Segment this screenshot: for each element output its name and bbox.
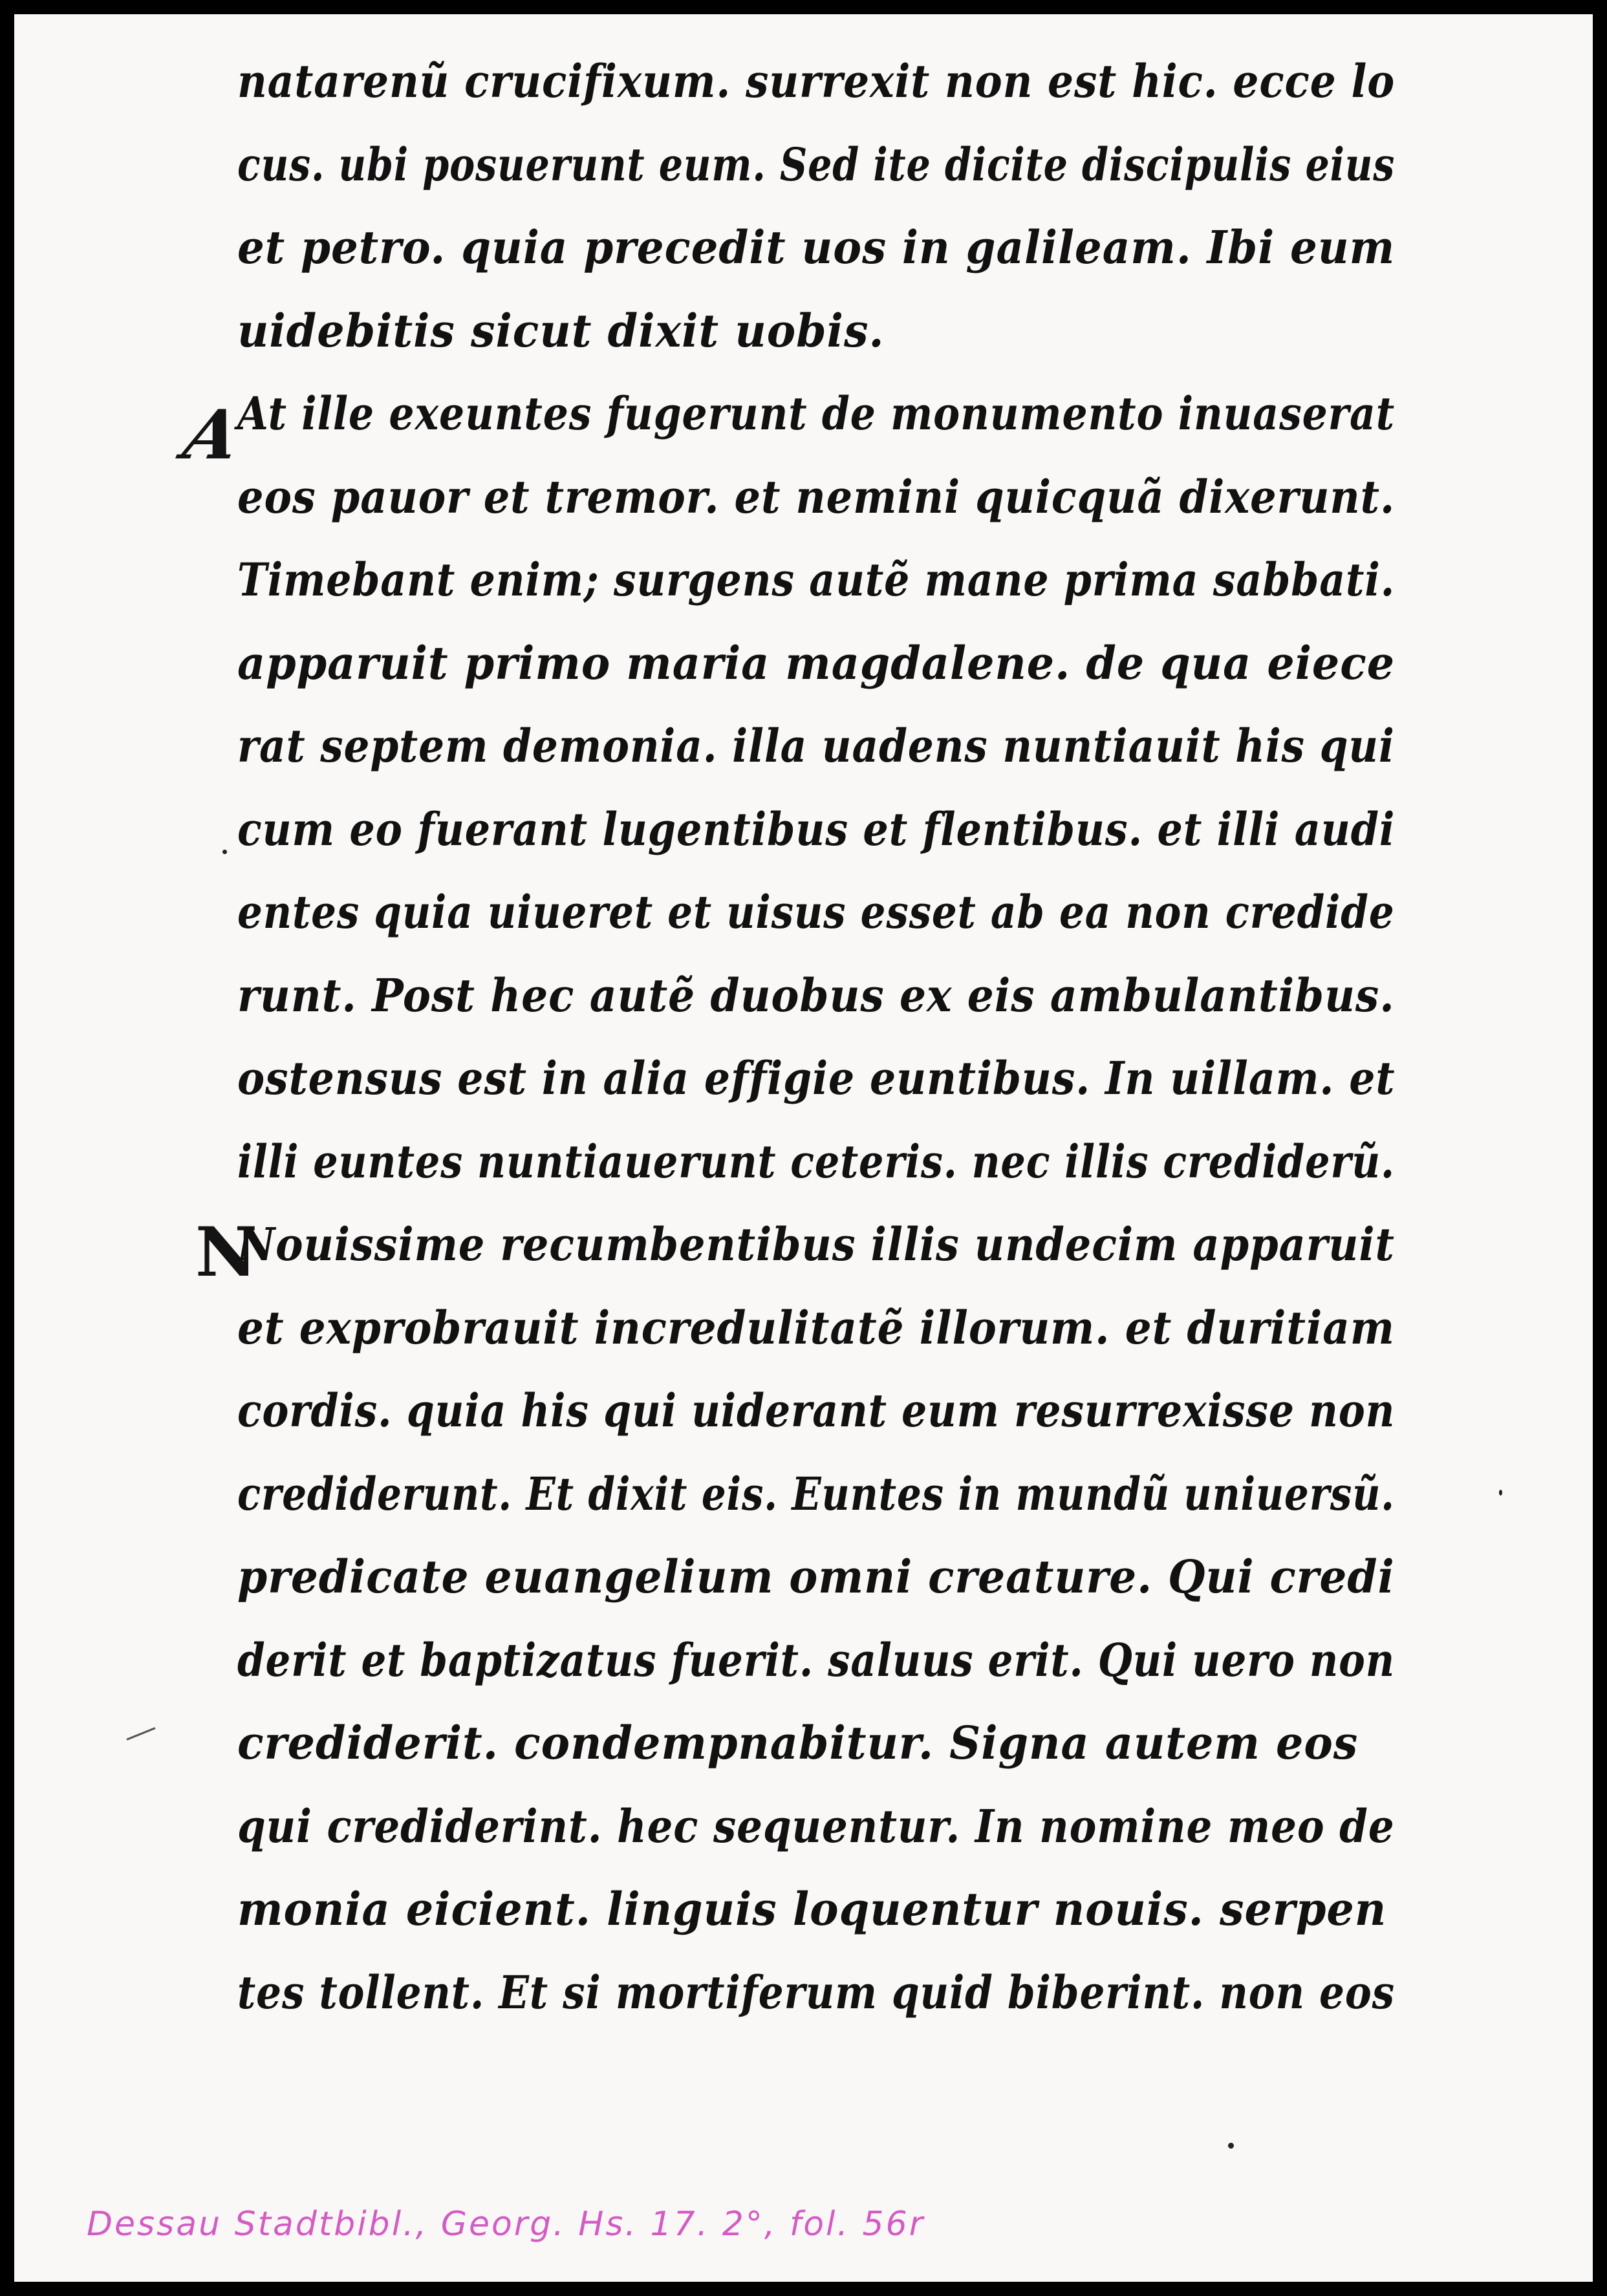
manuscript-line: qui crediderint. hec sequentur. In nomine meo de xyxy=(237,1799,1395,1853)
manuscript-line: At ille exeuntes fugerunt de monumento inuaserat xyxy=(237,387,1396,440)
manuscript-line: Nouissime recumbentibus illis undecim apparuit xyxy=(237,1218,1395,1271)
manuscript-line: uidebitis sicut dixit uobis. xyxy=(237,303,885,358)
manuscript-line: et petro. quia precedit uos in galileam. Ibi eum xyxy=(237,220,1396,274)
library-shelfmark-note: Dessau Stadtbibl., Georg. Hs. 17. 2°, fol. 56r xyxy=(87,2205,925,2244)
manuscript-line: rat septem demonia. illa uadens nuntiauit his qui xyxy=(237,719,1395,773)
manuscript-line: crediderunt. Et dixit eis. Euntes in mundũ uniuersũ. xyxy=(237,1466,1395,1521)
manuscript-line: et exprobrauit incredulitatẽ illorum. et duritiam xyxy=(237,1300,1395,1355)
manuscript-line: illi euntes nuntiauerunt ceteris. nec illis crediderũ. xyxy=(237,1134,1395,1188)
manuscript-line: crediderit. condempnabitur. Signa autem eos xyxy=(237,1716,1359,1770)
manuscript-line: Timebant enim; surgens autẽ mane prima sabbati. xyxy=(237,553,1396,606)
manuscript-line: tes tollent. Et si mortiferum quid biberint. non eos xyxy=(237,1965,1395,2019)
manuscript-line: ostensus est in alia effigie euntibus. In uillam. et xyxy=(237,1051,1396,1105)
manuscript-line: natarenũ crucifixum. surrexit non est hic. ecce lo xyxy=(237,54,1396,108)
ink-speck xyxy=(1499,1490,1502,1496)
manuscript-line: predicate euangelium omni creature. Qui credi xyxy=(237,1550,1395,1604)
ink-speck xyxy=(222,850,227,854)
manuscript-line: cus. ubi posuerunt eum. Sed ite dicite discipulis eius xyxy=(237,137,1396,191)
manuscript-line: eos pauor et tremor. et nemini quicquã dixerunt. xyxy=(237,469,1396,524)
manuscript-line: entes quia uiueret et uisus esset ab ea non credide xyxy=(237,885,1395,939)
manuscript-line: monia eicient. linguis loquentur nouis. serpen xyxy=(237,1882,1387,1936)
manuscript-text xyxy=(237,40,1453,2034)
ink-speck xyxy=(1228,2143,1234,2149)
manuscript-page xyxy=(14,14,1593,2282)
decorated-initial-a: A xyxy=(177,394,247,475)
manuscript-line: cum eo fuerant lugentibus et flentibus. et illi audi xyxy=(237,802,1396,856)
ink-speck xyxy=(126,1727,156,1741)
decorated-initial-n: N xyxy=(195,1212,257,1292)
manuscript-line: derit et baptizatus fuerit. saluus erit. Qui uero non xyxy=(237,1633,1395,1687)
manuscript-line: apparuit primo maria magdalene. de qua eiece xyxy=(237,636,1396,690)
manuscript-line: cordis. quia his qui uiderant eum resurrexisse non xyxy=(237,1384,1396,1437)
manuscript-line: runt. Post hec autẽ duobus ex eis ambulantibus. xyxy=(237,968,1395,1022)
